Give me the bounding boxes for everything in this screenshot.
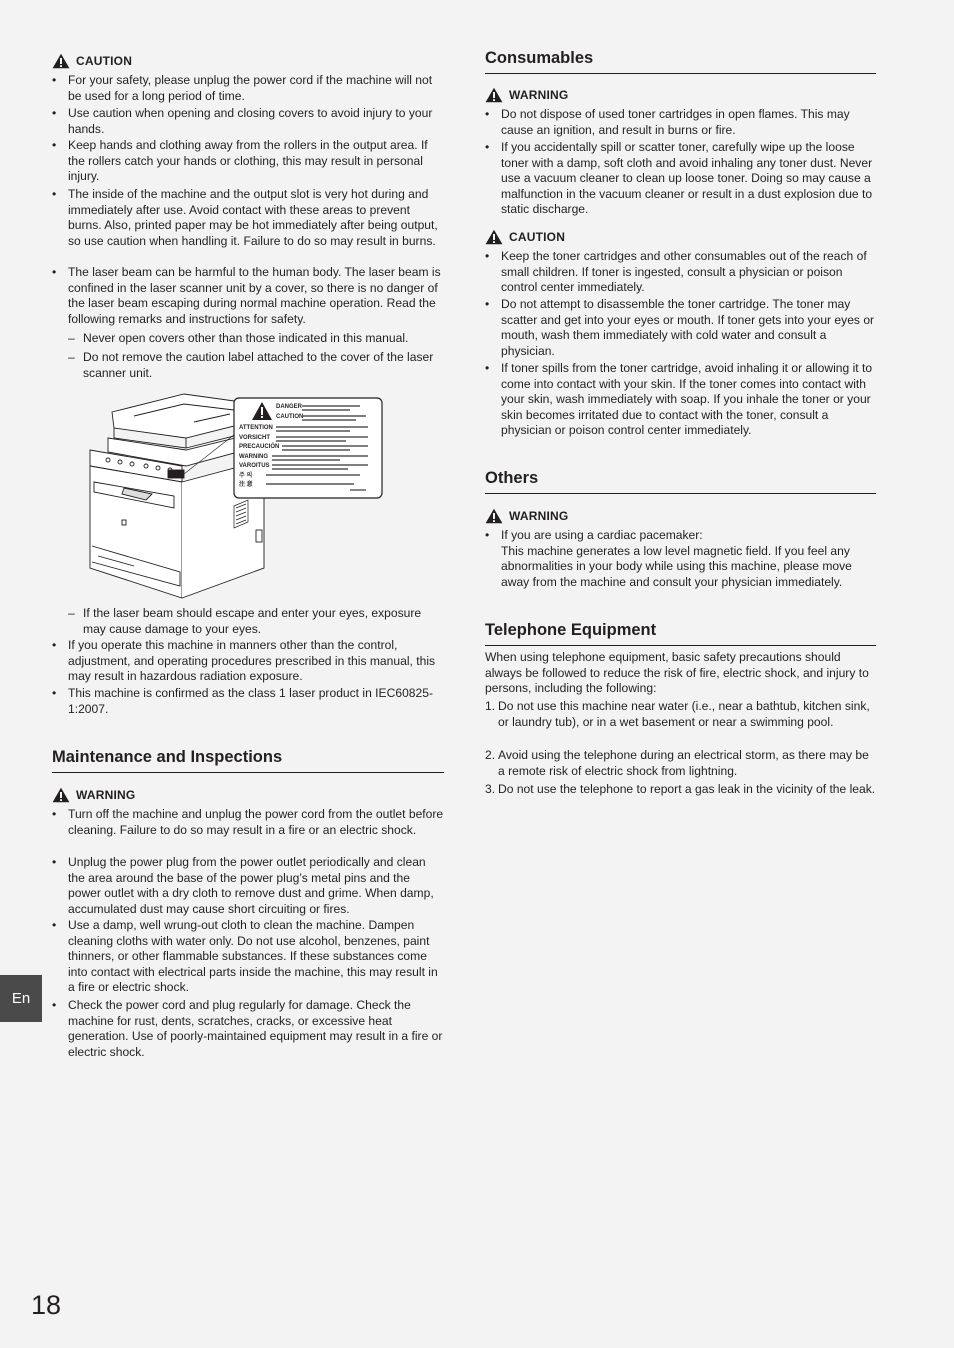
warning-triangle-icon [485, 229, 503, 245]
list-number: 2. [485, 748, 496, 762]
consumables-warning-item: Do not dispose of used toner cartridges in open flames. This may cause an ignition, and result in burns or fire. [501, 107, 850, 137]
caution-label: CAUTION [509, 230, 566, 244]
printer-label-illustration [34, 386, 390, 602]
caution-item: For your safety, please unplug the power cord if the machine will not be used for a long period of time. [68, 73, 433, 103]
telephone-intro: When using telephone equipment, basic safety precautions should always be followed to reduce the risk of fire, electric shock, and injury to persons, including the following: [485, 650, 869, 696]
consumables-caution-item: Do not attempt to disassemble the toner cartridge. The toner may scatter and get into your eyes or mouth. If toner gets into your eyes or mouth, wash them immediately with cold water and consult a physician. [501, 297, 875, 358]
dash: – [68, 606, 75, 620]
warning-signal [52, 786, 135, 804]
caution-item: Keep hands and clothing away from the rollers in the output area. If the rollers catch your hands or clothing, this may result in personal injury. [68, 138, 428, 184]
warning-signal [485, 86, 568, 104]
bullet: • [52, 918, 57, 932]
label-row: VAROITUS [239, 463, 270, 469]
warning-signal [485, 507, 568, 525]
others-item [501, 528, 876, 590]
caution-label-graphic [234, 398, 382, 498]
warning-label: WARNING [509, 509, 569, 523]
maintenance-item: Use a damp, well wrung-out cloth to clean the machine. Dampen cleaning cloths with water only. Do not use alcohol, benzenes, paint thinners, or other flammable substances. If these substances come into contact with electrical parts inside the machine, this may result in a fire or electric shock. [68, 918, 438, 995]
dash: – [68, 350, 75, 364]
language-tab: En [0, 975, 42, 1022]
warning-triangle-icon [485, 508, 503, 524]
others-item-body: This machine generates a low level magnetic field. If you feel any abnormalities in your body while using this machine, please move away from the machine and consult your physician immediately. [501, 543, 852, 589]
caution-signal [485, 228, 565, 246]
telephone-heading: Telephone Equipment [485, 620, 876, 646]
caution-item: If you operate this machine in manners other than the control, adjustment, and operating procedures prescribed in this manual, this may result in hazardous radiation exposure. [68, 638, 436, 684]
laser-subitem: Do not remove the caution label attached to the cover of the laser scanner unit. [83, 350, 434, 380]
bullet: • [52, 73, 57, 87]
telephone-item: Do not use this machine near water (i.e., near a bathtub, kitchen sink, or laundry tub), or in a wet basement or near a swimming pool. [498, 699, 870, 729]
bullet: • [52, 686, 57, 700]
page-number: 18 [31, 1290, 62, 1320]
bullet: • [485, 297, 490, 311]
caution-label: CAUTION [76, 54, 133, 68]
bullet: • [52, 106, 57, 120]
consumables-caution-item: Keep the toner cartridges and other consumables out of the reach of small children. If toner is ingested, consult a physician or poison control center immediately. [501, 249, 867, 295]
maintenance-item: Unplug the power plug from the power outlet periodically and clean the area around the base of the power plug’s metal pins and the power outlet with a dry cloth to remove dust and grime. When damp, accumulated dust may cause short circuiting or fires. [68, 855, 434, 916]
list-number: 3. [485, 782, 496, 796]
label-row: WARNING [239, 454, 268, 460]
label-row: VORSICHT [239, 435, 271, 441]
consumables-heading: Consumables [485, 48, 876, 74]
label-row: ATTENTION [239, 425, 273, 431]
bullet: • [485, 107, 490, 121]
caution-item: This machine is confirmed as the class 1 laser product in IEC60825-1:2007. [68, 686, 433, 716]
laser-subitem: Never open covers other than those indicated in this manual. [83, 331, 409, 345]
warning-label: WARNING [76, 788, 136, 802]
maintenance-item: Turn off the machine and unplug the power cord from the outlet before cleaning. Failure to do so may result in a fire or an electric shock. [68, 807, 444, 837]
consumables-warning-item: If you accidentally spill or scatter toner, carefully wipe up the loose toner with a damp, soft cloth and avoid inhaling any toner dust. Never use a vacuum cleaner to clean up loose toner. Doing so may cause a malfunction in the vacuum cleaner or result in a dust explosion due to static discharge. [501, 140, 873, 217]
bullet: • [52, 638, 57, 652]
bullet: • [52, 187, 57, 201]
bullet: • [52, 138, 57, 152]
telephone-item: Do not use the telephone to report a gas leak in the vicinity of the leak. [498, 782, 876, 796]
list-number: 1. [485, 699, 496, 713]
caution-item: The inside of the machine and the output slot is very hot during and immediately after use. Avoid contact with these areas to prevent burns. Also, printed paper may be hot immediately after being output, so use caution when handling it. Failure to do so may result in burns. [68, 187, 438, 248]
maintenance-heading: Maintenance and Inspections [52, 747, 444, 773]
dash: – [68, 331, 75, 345]
label-row: 注 意 [239, 482, 253, 488]
bullet: • [485, 528, 490, 542]
warning-triangle-icon [52, 53, 70, 69]
telephone-item: Avoid using the telephone during an electrical storm, as there may be a remote risk of electric shock from lightning. [498, 748, 869, 778]
bullet: • [52, 855, 57, 869]
others-item-lead: If you are using a cardiac pacemaker: [501, 528, 703, 542]
consumables-caution-item: If toner spills from the toner cartridge, avoid inhaling it or allowing it to come into contact with your skin. If the toner comes into contact with your skin, wash immediately with soap. If you inhale the toner or your skin becomes irritated due to contact with the toner, consult a physician or poison control center immediately. [501, 361, 873, 438]
label-row: 주 의 [239, 473, 253, 479]
laser-subitem: If the laser beam should escape and enter your eyes, exposure may cause damage to your eyes. [83, 606, 422, 636]
bullet: • [485, 249, 490, 263]
bullet: • [485, 140, 490, 154]
caution-item: Use caution when opening and closing covers to avoid injury to your hands. [68, 106, 433, 136]
caution-item: The laser beam can be harmful to the human body. The laser beam is confined in the laser scanner unit by a cover, so there is no danger of the laser beam escaping during normal machine operation. Read the following remarks and instructions for safety. [68, 265, 441, 326]
label-row: CAUTION [276, 414, 304, 420]
bullet: • [52, 265, 57, 279]
others-heading: Others [485, 468, 876, 494]
warning-label: WARNING [509, 88, 569, 102]
label-row: PRECAUCIÓN [239, 444, 280, 450]
bullet: • [52, 807, 57, 821]
caution-signal [52, 52, 132, 70]
warning-triangle-icon [485, 87, 503, 103]
bullet: • [52, 998, 57, 1012]
bullet: • [485, 361, 490, 375]
maintenance-item: Check the power cord and plug regularly for damage. Check the machine for rust, dents, scratches, cracks, or excessive heat generation. Use of poorly-maintained equipment may result in a fire or electric shock. [68, 998, 443, 1059]
warning-triangle-icon [52, 787, 70, 803]
label-row: DANGER [276, 404, 303, 410]
